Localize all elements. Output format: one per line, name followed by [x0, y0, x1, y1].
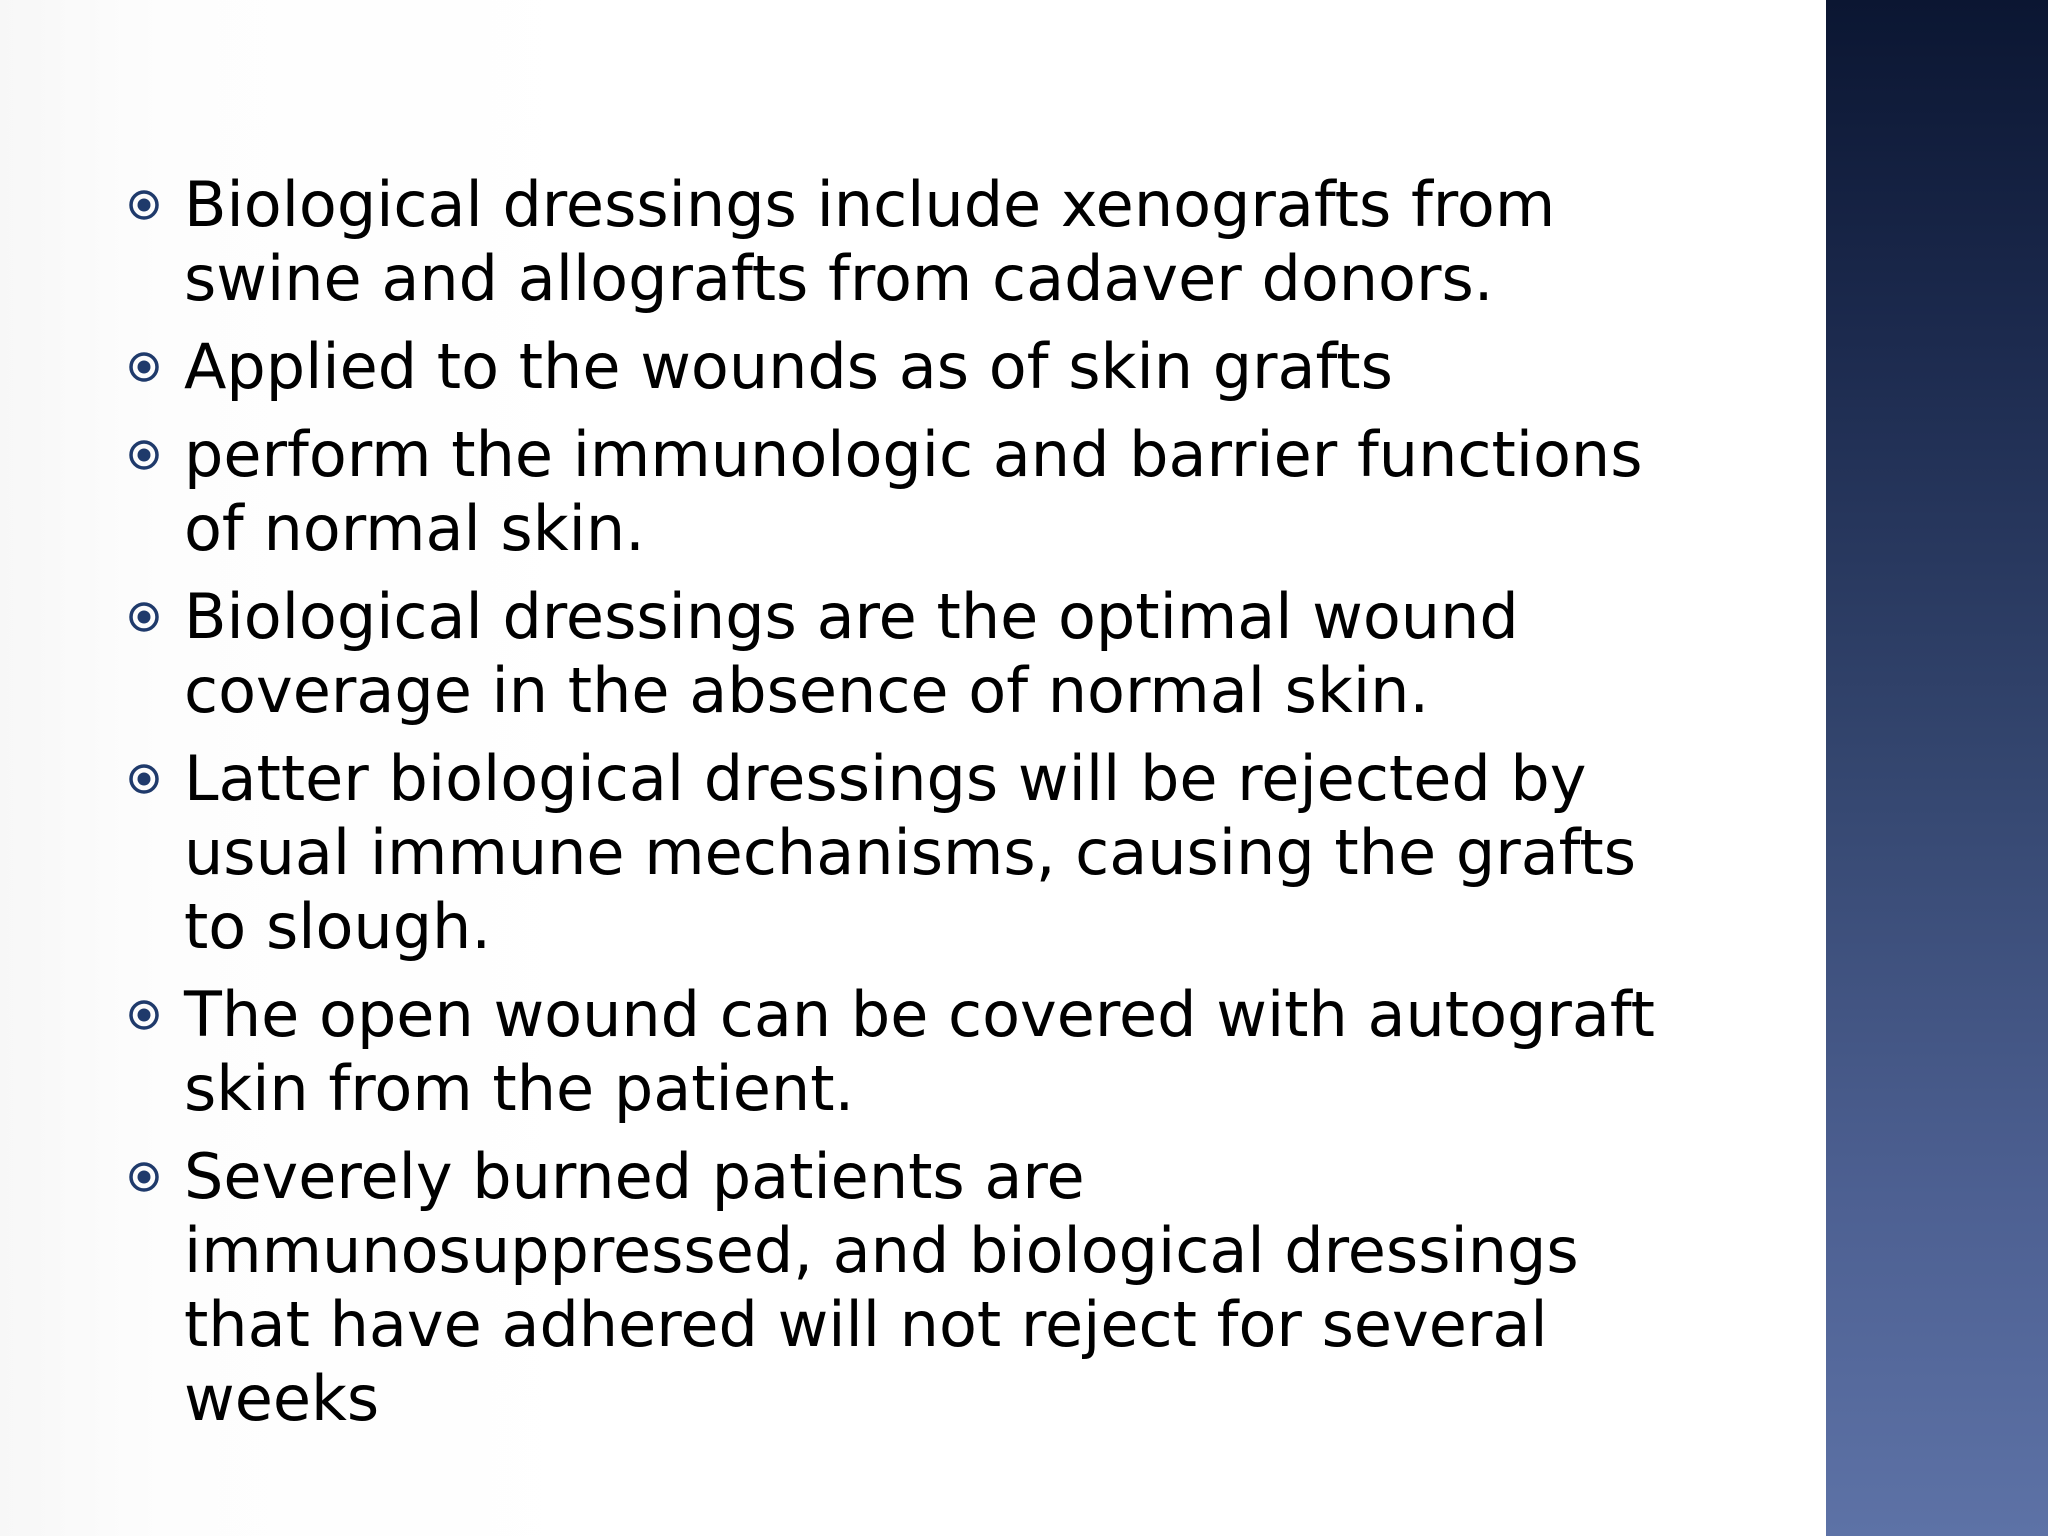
bullet-list [128, 168, 1708, 1450]
list-item [128, 330, 1708, 404]
list-item [128, 742, 1708, 964]
circled-dot-icon [128, 439, 160, 471]
circled-dot-icon [128, 999, 160, 1031]
list-item [128, 168, 1708, 316]
list-item [128, 1140, 1708, 1436]
bullet-text: perform the immunologic and barrier functions of normal skin. [184, 418, 1643, 565]
bullet-text: Applied to the wounds as of skin grafts [184, 330, 1393, 403]
decorative-side-band [1826, 0, 2048, 1536]
list-item [128, 418, 1708, 566]
circled-dot-icon [128, 601, 160, 633]
bullet-text: The open wound can be covered with autograft skin from the patient. [184, 978, 1655, 1125]
list-item [128, 978, 1708, 1126]
bullet-text: Severely burned patients are immunosuppressed, and biological dressings that have adhered will not reject for several weeks [184, 1140, 1579, 1435]
bullet-text: Biological dressings are the optimal wound coverage in the absence of normal skin. [184, 580, 1519, 727]
circled-dot-icon [128, 189, 160, 221]
bullet-text: Latter biological dressings will be rejected by usual immune mechanisms, causing the grafts to slough. [184, 742, 1637, 963]
list-item [128, 580, 1708, 728]
circled-dot-icon [128, 351, 160, 383]
circled-dot-icon [128, 1161, 160, 1193]
bullet-text: Biological dressings include xenografts from swine and allografts from cadaver donors. [184, 168, 1556, 315]
circled-dot-icon [128, 763, 160, 795]
